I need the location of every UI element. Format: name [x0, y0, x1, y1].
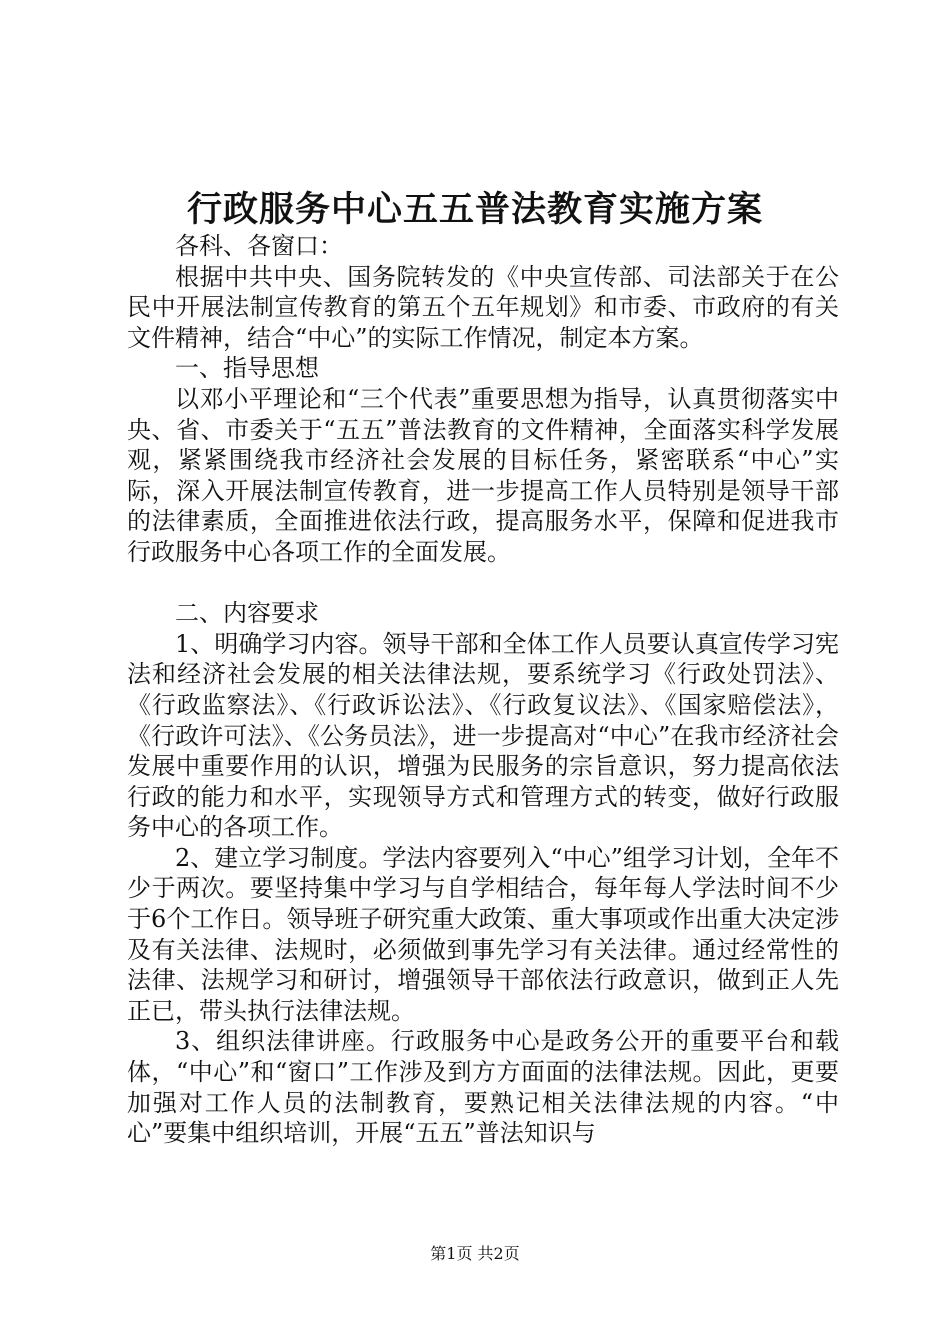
requirement-item-3: 3、组织法律讲座。行政服务中心是政务公开的重要平台和载体，“中心”和“窗口”工作涉及到方方面面的法律法规。因此，更要加强对工作人员的法制教育，要熟记相关法律法规的内容。“中心”要集中组织培训，开展“五五”普法知识与 [127, 1027, 839, 1148]
requirement-item-1: 1、明确学习内容。领导干部和全体工作人员要认真宣传学习宪法和经济社会发展的相关法律法规，要系统学习《行政处罚法》、《行政监察法》、《行政诉讼法》、《行政复议法》、《国家赔偿法》，《行政许可法》、《公务员法》，进一步提高对“中心”在我市经济社会发展中重要作用的认识，增强为民服务的宗旨意识，努力提高依法行政的能力和水平，实现领导方式和管理方式的转变，做好行政服务中心的各项工作。 [127, 629, 839, 842]
paragraph-spacer [127, 568, 839, 599]
intro-paragraph: 根据中共中央、国务院转发的《中央宣传部、司法部关于在公民中开展法制宣传教育的第五个五年规划》和市委、市政府的有关文件精神，结合“中心”的实际工作情况，制定本方案。 [127, 262, 839, 352]
page-footer: 第1页 共2页 [430, 1244, 520, 1263]
salutation: 各科、各窗口： [175, 232, 343, 260]
section-paragraph-guiding-ideology: 以邓小平理论和“三个代表”重要思想为指导，认真贯彻落实中央、省、市委关于“五五”普法教育的文件精神，全面落实科学发展观，紧紧围绕我市经济社会发展的目标任务，紧密联系“中心”实际，深入开展法制宣传教育，进一步提高工作人员特别是领导干部的法律素质，全面推进依法行政，提高服务水平，保障和促进我市行政服务中心各项工作的全面发展。 [127, 384, 839, 566]
section-heading-content-requirements: 二、内容要求 [175, 599, 319, 628]
document-body [127, 231, 839, 1149]
section-heading-guiding-ideology: 一、指导思想 [175, 354, 319, 383]
requirement-item-2: 2、建立学习制度。学法内容要列入“中心”组学习计划，全年不少于两次。要坚持集中学习与自学相结合，每年每人学法时间不少于6个工作日。领导班子研究重大政策、重大事项或作出重大决定涉及有关法律、法规时，必须做到事先学习有关法律。通过经常性的法律、法规学习和研讨，增强领导干部依法行政意识，做到正人先正已，带头执行法律法规。 [127, 843, 839, 1025]
document-title: 行政服务中心五五普法教育实施方案 [186, 189, 763, 230]
